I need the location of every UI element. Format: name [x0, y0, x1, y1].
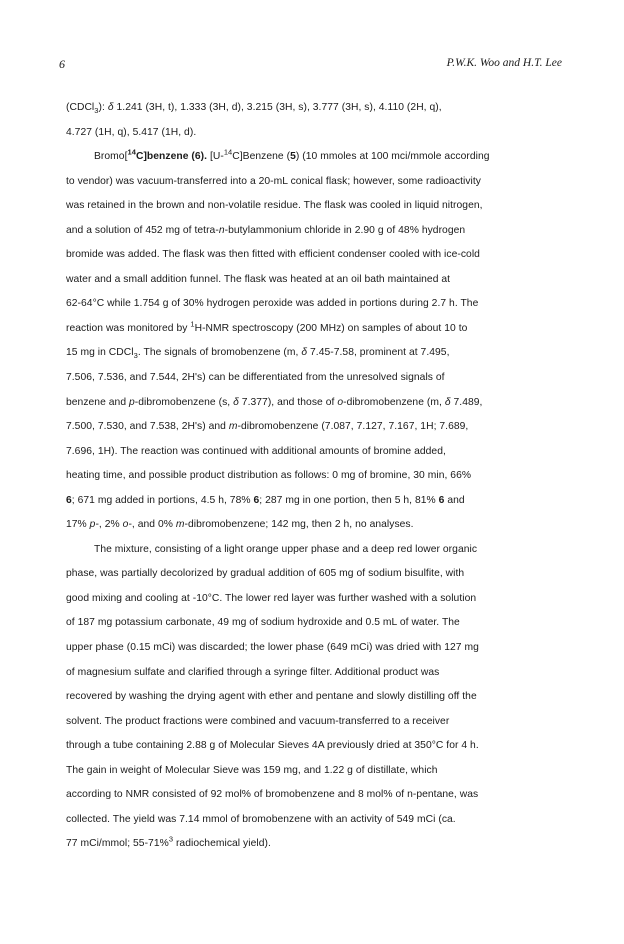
text-run: -dibromobenzene; 142 mg, then 2 h, no analyses.: [184, 519, 414, 531]
text-run: δ: [301, 347, 308, 359]
text-run: 14: [127, 147, 136, 157]
text-run: 7.377), and those of: [238, 396, 338, 408]
text-line: [66, 685, 562, 710]
text-run: 3: [168, 834, 174, 844]
text-run: ; 671 mg added in portions, 4.5 h, 78%: [71, 494, 254, 506]
text-run: upper phase (0.15 mCi) was discarded; the lower phase (649 mCi) was dried with 127 mg: [66, 642, 479, 654]
text-run: . The signals of bromobenzene (m,: [137, 347, 302, 359]
text-run: 7.500, 7.530, and 7.538, 2H's) and: [66, 421, 229, 433]
page-number: 6: [59, 57, 65, 71]
text-run: p: [129, 396, 135, 408]
page-header: [0, 57, 624, 73]
text-line: [66, 391, 562, 416]
text-line: [66, 734, 562, 759]
text-line: [66, 710, 562, 735]
text-run: 1.241 (3H, t), 1.333 (3H, d), 3.215 (3H, s), 3.777 (3H, s), 4.110 (2H, q),: [113, 102, 442, 113]
text-run: -, and 0%: [128, 519, 176, 531]
text-run: was retained in the brown and non-volatile residue. The flask was cooled in liquid nitrogen,: [66, 200, 483, 212]
text-run: 7.489,: [450, 396, 483, 408]
text-line: [66, 759, 562, 784]
text-run: -, 2%: [95, 519, 123, 531]
text-line: [66, 832, 562, 857]
text-run: 14: [223, 147, 233, 157]
text-line: [66, 219, 562, 244]
text-run: ; 287 mg in one portion, then 5 h, 81%: [259, 494, 439, 506]
text-line: [66, 611, 562, 636]
text-run: to vendor) was vacuum-transferred into a 20-mL conical flask; however, some radioactivity: [66, 175, 481, 187]
text-run: of magnesium sulfate and clarified through a syringe filter. Additional product was: [66, 666, 440, 678]
text-run: (CDCl: [66, 102, 95, 113]
text-line: [66, 636, 562, 661]
text-run: ) (10 mmoles at 100 mci/mmole according: [295, 151, 490, 163]
text-run: δ: [233, 396, 239, 408]
running-head: P.W.K. Woo and H.T. Lee: [446, 57, 562, 69]
text-run: recovered by washing the drying agent with ether and pentane and slowly distilling off the: [66, 691, 477, 703]
text-line: [66, 587, 562, 612]
text-line: [66, 317, 562, 342]
text-line: [66, 489, 562, 514]
text-run: The gain in weight of Molecular Sieve was 159 mg, and 1.22 g of distillate, which: [66, 764, 438, 776]
text-line: [66, 96, 562, 121]
text-run: according to NMR consisted of 92 mol% of bromobenzene and 8 mol% of n-pentane, was: [66, 789, 479, 801]
text-run: 77 mCi/mmol; 55-71%: [66, 838, 169, 850]
text-run: 6: [438, 494, 445, 506]
text-run: phase, was partially decolorized by gradual addition of 605 mg of sodium bisulfite, with: [66, 568, 465, 580]
text-line: [66, 170, 562, 195]
text-run: o: [337, 396, 344, 408]
text-run: 3: [94, 106, 99, 116]
text-run: bromide was added. The flask was then fitted with efficient condenser cooled with ice-cold: [66, 249, 480, 261]
text-run: good mixing and cooling at -10°C. The lower red layer was further washed with a solution: [66, 592, 477, 604]
text-line: [66, 440, 562, 465]
text-run: 7.45-7.58, prominent at 7.495,: [307, 347, 450, 359]
text-run: m: [228, 421, 238, 433]
text-run: solvent. The product fractions were combined and vacuum-transferred to a receiver: [66, 715, 450, 727]
text-run: C]Benzene (: [232, 151, 291, 163]
text-run: and a solution of 452 mg of tetra-: [66, 224, 219, 236]
text-run: 1: [190, 319, 195, 329]
text-run: -dibromobenzene (m,: [343, 396, 445, 408]
text-run: -dibromobenzene (7.087, 7.127, 7.167, 1H; 7.689,: [237, 421, 469, 433]
text-run: 6: [66, 494, 72, 506]
text-run: 5: [290, 151, 296, 163]
text-run: benzene and: [66, 396, 130, 408]
text-run: and: [444, 494, 465, 506]
text-run: 62-64°C while 1.754 g of 30% hydrogen peroxide was added in portions during 2.7 h. The: [66, 298, 479, 310]
text-line: [66, 292, 562, 317]
text-line: [66, 366, 562, 391]
text-run: C]benzene (6).: [135, 151, 208, 163]
text-line: [66, 341, 562, 366]
text-run: 7.696, 1H). The reaction was continued with additional amounts of bromine added,: [66, 445, 446, 457]
text-line: [66, 415, 562, 440]
text-line: [66, 808, 562, 833]
text-run: o: [122, 519, 129, 531]
body-text: [66, 96, 562, 857]
text-run: Bromo[: [94, 151, 128, 163]
text-run: 17%: [66, 519, 90, 531]
text-line: [66, 464, 562, 489]
text-run: through a tube containing 2.88 g of Molecular Sieves 4A previously dried at 350°C for 4 h.: [66, 740, 479, 752]
text-line: [66, 783, 562, 808]
text-run: 15 mg in CDCl: [66, 347, 134, 359]
text-line: [66, 513, 562, 538]
text-run: δ: [444, 396, 451, 408]
text-run: reaction was monitored by: [66, 322, 191, 334]
text-run: heating time, and possible product distribution as follows: 0 mg of bromine, 30 min, 66%: [66, 470, 472, 482]
text-line: [66, 194, 562, 219]
text-run: The mixture, consisting of a light orange upper phase and a deep red lower organic: [94, 543, 478, 555]
text-line: [66, 562, 562, 587]
text-run: 3: [133, 351, 138, 361]
text-run: water and a small addition funnel. The flask was heated at an oil bath maintained at: [66, 273, 451, 285]
text-run: of 187 mg potassium carbonate, 49 mg of sodium hydroxide and 0.5 mL of water. The: [66, 617, 460, 629]
text-run: ):: [98, 102, 108, 113]
text-run: 7.506, 7.536, and 7.544, 2H's) can be differentiated from the unresolved signals of: [66, 372, 445, 384]
text-run: 4.727 (1H, q), 5.417 (1H, d).: [66, 126, 197, 138]
text-run: -dibromobenzene (s,: [134, 396, 234, 408]
text-run: [U-: [207, 151, 224, 163]
text-line: [66, 121, 562, 146]
text-line: [66, 538, 562, 563]
text-line: [66, 145, 562, 170]
text-run: n: [218, 224, 225, 236]
text-run: δ: [107, 102, 114, 113]
text-line: [66, 268, 562, 293]
text-line: [66, 243, 562, 268]
text-run: 6: [253, 494, 260, 506]
text-run: collected. The yield was 7.14 mmol of bromobenzene with an activity of 549 mCi (ca.: [66, 813, 456, 825]
text-run: -butylammonium chloride in 2.90 g of 48% hydrogen: [224, 224, 466, 236]
text-run: H-NMR spectroscopy (200 MHz) on samples of about 10 to: [194, 322, 468, 334]
text-run: p: [89, 519, 96, 531]
text-run: m: [175, 519, 185, 531]
text-line: [66, 661, 562, 686]
text-run: radiochemical yield).: [173, 838, 271, 850]
